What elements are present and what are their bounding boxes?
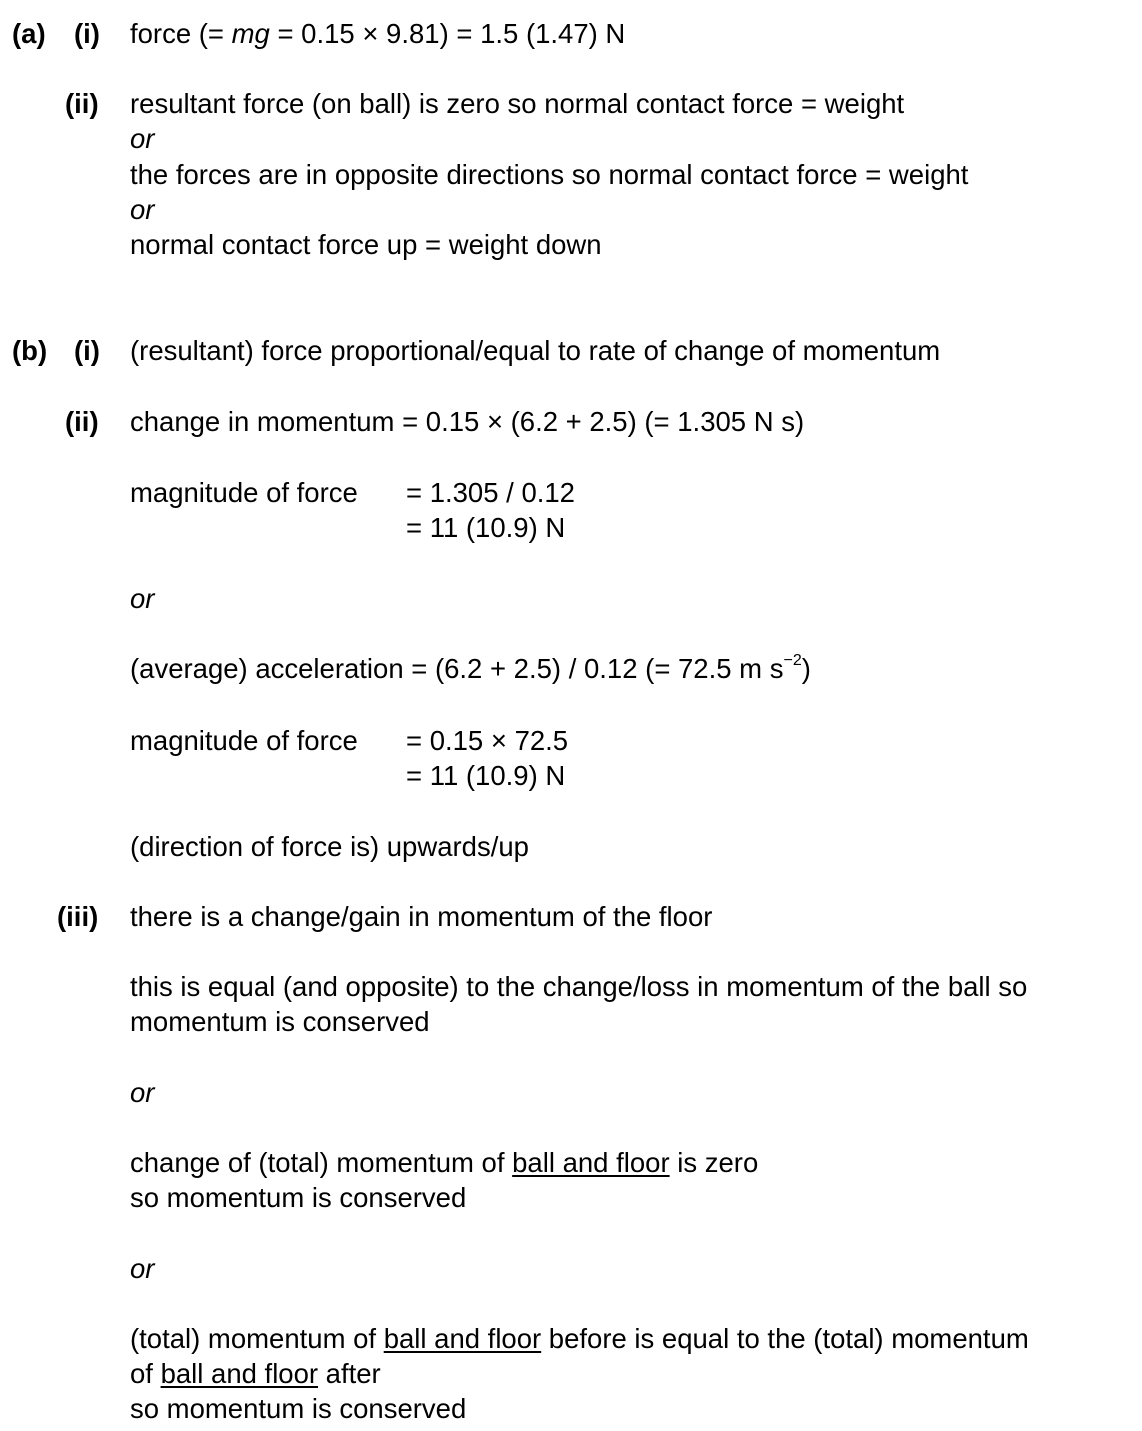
or-separator: or	[130, 123, 155, 154]
calc-label: magnitude of force	[130, 477, 358, 508]
answer-line: the forces are in opposite directions so normal contact force = weight	[130, 159, 969, 190]
calc-step: = 11 (10.9) N	[406, 760, 566, 791]
mg-symbol: mg	[231, 18, 270, 49]
answer-line: this is equal (and opposite) to the change/loss in momentum of the ball so	[130, 971, 1028, 1002]
or-separator: or	[130, 583, 155, 614]
underlined-term: ball and floor	[383, 1323, 542, 1354]
exponent: −2	[783, 651, 802, 669]
calc-step: = 1.305 / 0.12	[406, 477, 575, 508]
answer-line: (resultant) force proportional/equal to rate of change of momentum	[130, 335, 941, 366]
answer-line: resultant force (on ball) is zero so normal contact force = weight	[130, 88, 905, 119]
closing-bracket: )	[801, 653, 811, 684]
calc-step: = 11 (10.9) N	[406, 512, 566, 543]
part-b-i-label: (i)	[74, 335, 100, 366]
answer-text: force (=	[130, 18, 232, 49]
answer-line: momentum is conserved	[130, 1006, 430, 1037]
part-b-iii-label: (iii)	[57, 901, 99, 932]
answer-text: = 0.15 × 9.81) = 1.5 (1.47) N	[269, 18, 626, 49]
answer-text: before is equal to the (total) momentum	[541, 1323, 1029, 1354]
calc-label: magnitude of force	[130, 725, 358, 756]
answer-text: after	[318, 1358, 381, 1389]
answer-line	[130, 1360, 381, 1388]
part-a-label: (a)	[12, 18, 46, 49]
part-a-ii-label: (ii)	[65, 88, 99, 119]
answer-line: (direction of force is) upwards/up	[130, 831, 529, 862]
part-b-ii-label: (ii)	[65, 406, 99, 437]
answer-line: there is a change/gain in momentum of the floor	[130, 901, 713, 932]
part-a-i-answer	[130, 20, 625, 48]
answer-text: is zero	[669, 1147, 759, 1178]
calc-step: = 0.15 × 72.5	[406, 725, 569, 756]
or-separator: or	[130, 194, 155, 225]
part-a-i-label: (i)	[74, 18, 100, 49]
answer-text: (total) momentum of	[130, 1323, 384, 1354]
underlined-term: ball and floor	[160, 1358, 319, 1389]
part-b-label: (b)	[12, 335, 48, 366]
answer-text: of	[130, 1358, 161, 1389]
answer-line	[130, 1149, 758, 1177]
underlined-term: ball and floor	[512, 1147, 670, 1178]
answer-line: so momentum is conserved	[130, 1393, 467, 1424]
answer-line: normal contact force up = weight down	[130, 229, 602, 260]
answer-line	[130, 1325, 1029, 1353]
answer-text: change of (total) momentum of	[130, 1147, 513, 1178]
answer-line: so momentum is conserved	[130, 1182, 467, 1213]
or-separator: or	[130, 1077, 155, 1108]
answer-line	[130, 651, 811, 684]
answer-line: change in momentum = 0.15 × (6.2 + 2.5) (= 1.305 N s)	[130, 406, 805, 437]
or-separator: or	[130, 1253, 155, 1284]
acceleration-text: (average) acceleration = (6.2 + 2.5) / 0.12 (= 72.5 m s	[130, 653, 784, 684]
